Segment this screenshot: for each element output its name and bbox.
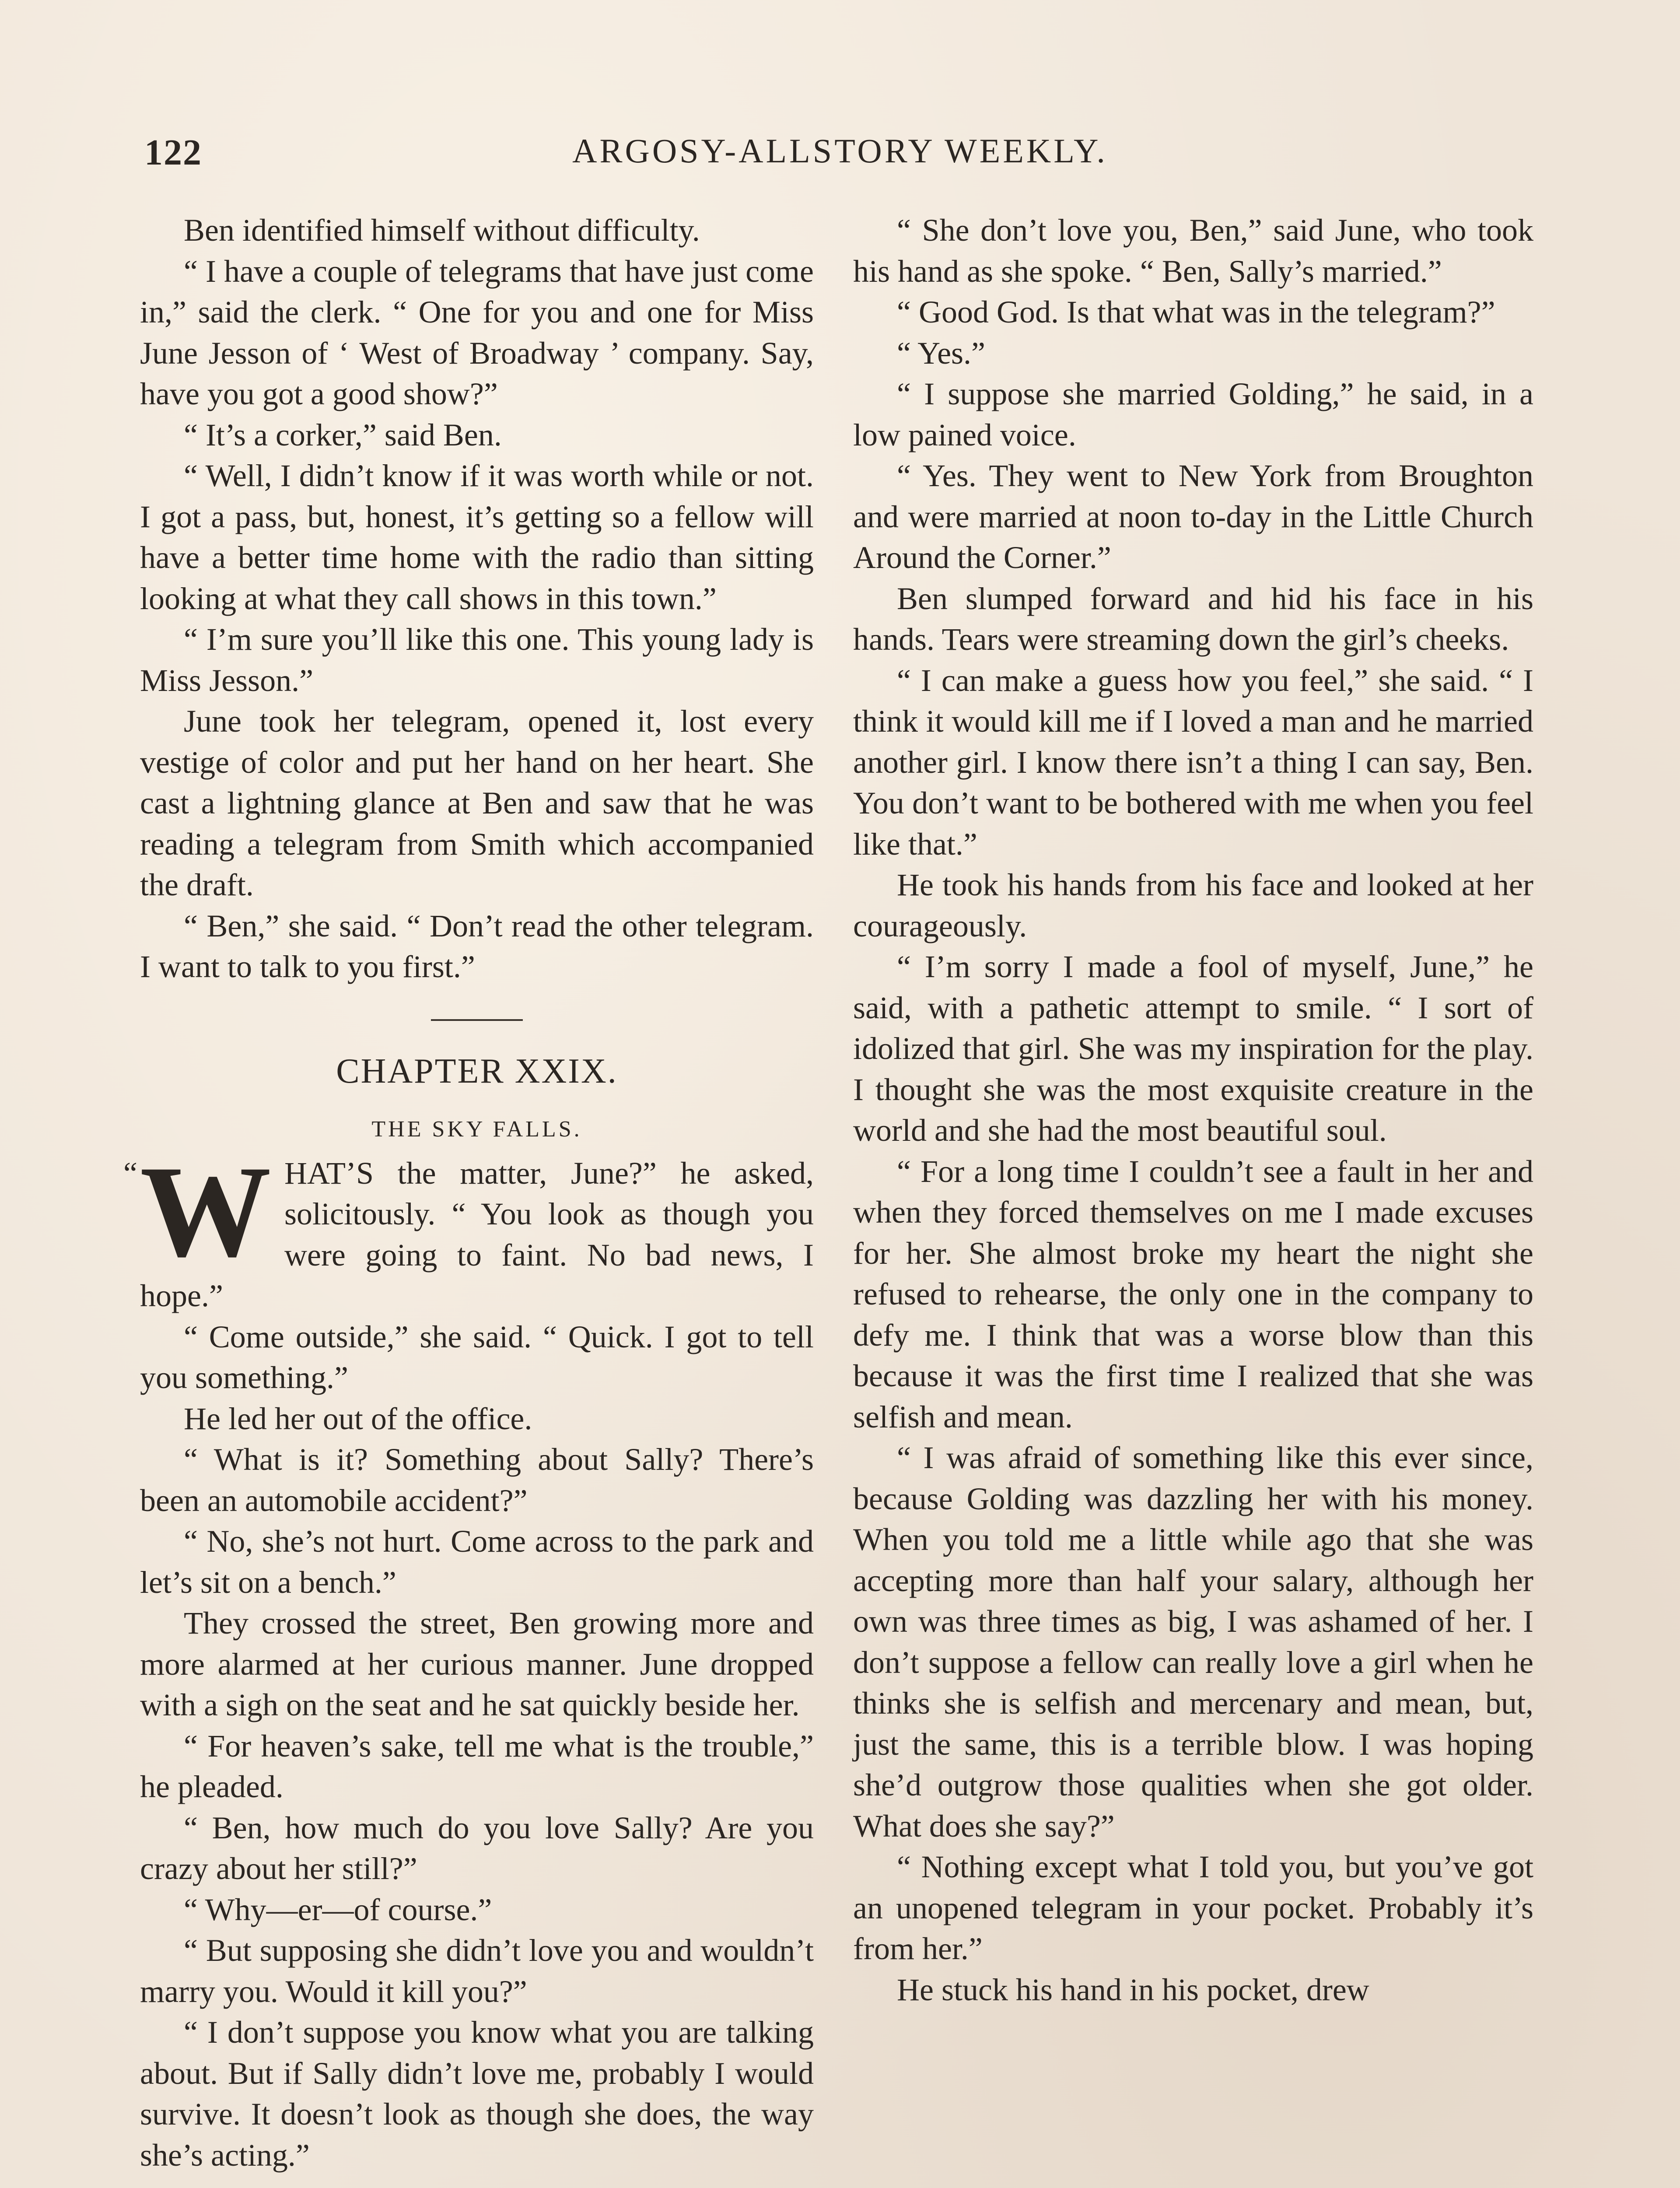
paragraph: “ Yes.”: [897, 335, 986, 371]
paragraph: Ben slumped forward and hid his face in his hands. Tears were streaming down the girl’s cheeks.: [853, 581, 1533, 657]
paragraph: They crossed the street, Ben growing more and more alarmed at her curious manner. June dropped with a sigh on the seat and he sat quickly beside her.: [140, 1606, 814, 1722]
dropcap-paragraph: [123, 1138, 814, 1317]
dropcap-paragraph-text: HAT’S the matter, June?” he asked, solicitously. “ You look as though you were going to faint. No bad news, I hope.”: [140, 1155, 814, 1313]
dropcap-open-quote: “: [123, 1155, 137, 1191]
paragraph: “ What is it? Something about Sally? There’s been an automobile accident?”: [140, 1442, 814, 1518]
page-number: 122: [144, 132, 202, 173]
left-column: [123, 210, 814, 2176]
paragraph: “ She don’t love you, Ben,” said June, who took his hand as she spoke. “ Ben, Sally’s married.”: [853, 213, 1533, 289]
paragraph: “ Ben,” she said. “ Don’t read the other telegram. I want to talk to you first.”: [140, 908, 814, 984]
paragraph: “ I don’t suppose you know what you are talking about. But if Sally didn’t love me, probably I would survive. It doesn’t look as though she does, the way she’s acting.”: [140, 2015, 814, 2173]
paragraph: “ Come outside,” she said. “ Quick. I got to tell you something.”: [140, 1319, 814, 1395]
paragraph: “ Good God. Is that what was in the telegram?”: [897, 295, 1495, 330]
chapter-subtitle: THE SKY FALLS.: [371, 1116, 582, 1142]
paragraph: “ It’s a corker,” said Ben.: [184, 417, 502, 452]
dropcap-letter: W: [140, 1138, 271, 1284]
chapter-title: CHAPTER XXIX.: [336, 1052, 618, 1090]
paragraph: “ I suppose she married Golding,” he said, in a low pained voice.: [853, 376, 1533, 452]
paragraph: “ Yes. They went to New York from Broughton and were married at noon to-day in the Little Church Around the Corner.”: [853, 458, 1533, 575]
paragraph: He stuck his hand in his pocket, drew: [897, 1972, 1369, 2007]
paragraph: “ I can make a guess how you feel,” she said. “ I think it would kill me if I loved a man and he married another girl. I know there isn’t a thing I can say, Ben. You don’t want to be bothered with me when you feel like that.”: [853, 663, 1533, 862]
paragraph: “ I’m sure you’ll like this one. This young lady is Miss Jesson.”: [140, 622, 814, 698]
paragraph: “ Nothing except what I told you, but you’ve got an unopened telegram in your pocket. Probably it’s from her.”: [853, 1849, 1533, 1966]
running-head: ARGOSY-ALLSTORY WEEKLY.: [572, 132, 1108, 170]
section-divider: [431, 1019, 523, 1021]
paragraph: “ I’m sorry I made a fool of myself, June,” he said, with a pathetic attempt to smile. “ I sort of idolized that girl. She was my inspiration for the play. I thought she was the most exquisite creature in the world and she had the most beautiful soul.: [853, 949, 1533, 1148]
paragraph: “ I have a couple of telegrams that have just come in,” said the clerk. “ One for you and one for Miss June Jesson of ‘ West of Broadway ’ company. Say, have you got a good show?”: [140, 253, 814, 411]
paragraph: “ I was afraid of something like this ever since, because Golding was dazzling her with his money. When you told me a little while ago that she was accepting more than half your salary, although her own was three times as big, I was ashamed of her. I don’t suppose a fellow can really love a girl when he thinks she is selfish and mercenary and mean, but, just the same, this is a terrible blow. I was hoping she’d outgrow those qualities when she got older. What does she say?”: [853, 1440, 1533, 1844]
paragraph: “ For a long time I couldn’t see a fault in her and when they forced themselves on me I made excuses for her. She almost broke my heart the night she refused to rehearse, the only one in the company to defy me. I think that was a worse blow than this because it was the first time I realized that she was selfish and mean.: [853, 1154, 1533, 1434]
paragraph: “ But supposing she didn’t love you and wouldn’t marry you. Would it kill you?”: [140, 1933, 814, 2009]
paragraph: “ No, she’s not hurt. Come across to the park and let’s sit on a bench.”: [140, 1524, 814, 1600]
paragraph: “ For heaven’s sake, tell me what is the trouble,” he pleaded.: [140, 1728, 814, 1804]
paragraph: June took her telegram, opened it, lost every vestige of color and put her hand on her heart. She cast a lightning glance at Ben and saw that he was reading a telegram from Smith which accompanied the draft.: [140, 704, 814, 902]
paragraph: “ Why—er—of course.”: [184, 1892, 492, 1927]
paragraph: He took his hands from his face and looked at her courageously.: [853, 867, 1533, 943]
paragraph: Ben identified himself without difficulty.: [184, 213, 700, 248]
right-column: [853, 210, 1533, 2010]
paragraph: He led her out of the office.: [184, 1401, 532, 1436]
page-header: [144, 131, 1536, 179]
paragraph: “ Ben, how much do you love Sally? Are you crazy about her still?”: [140, 1810, 814, 1886]
paragraph: “ Well, I didn’t know if it was worth while or not. I got a pass, but, honest, it’s getting so a fellow will have a better time home with the radio than sitting looking at what they call shows in this town.”: [140, 458, 814, 616]
